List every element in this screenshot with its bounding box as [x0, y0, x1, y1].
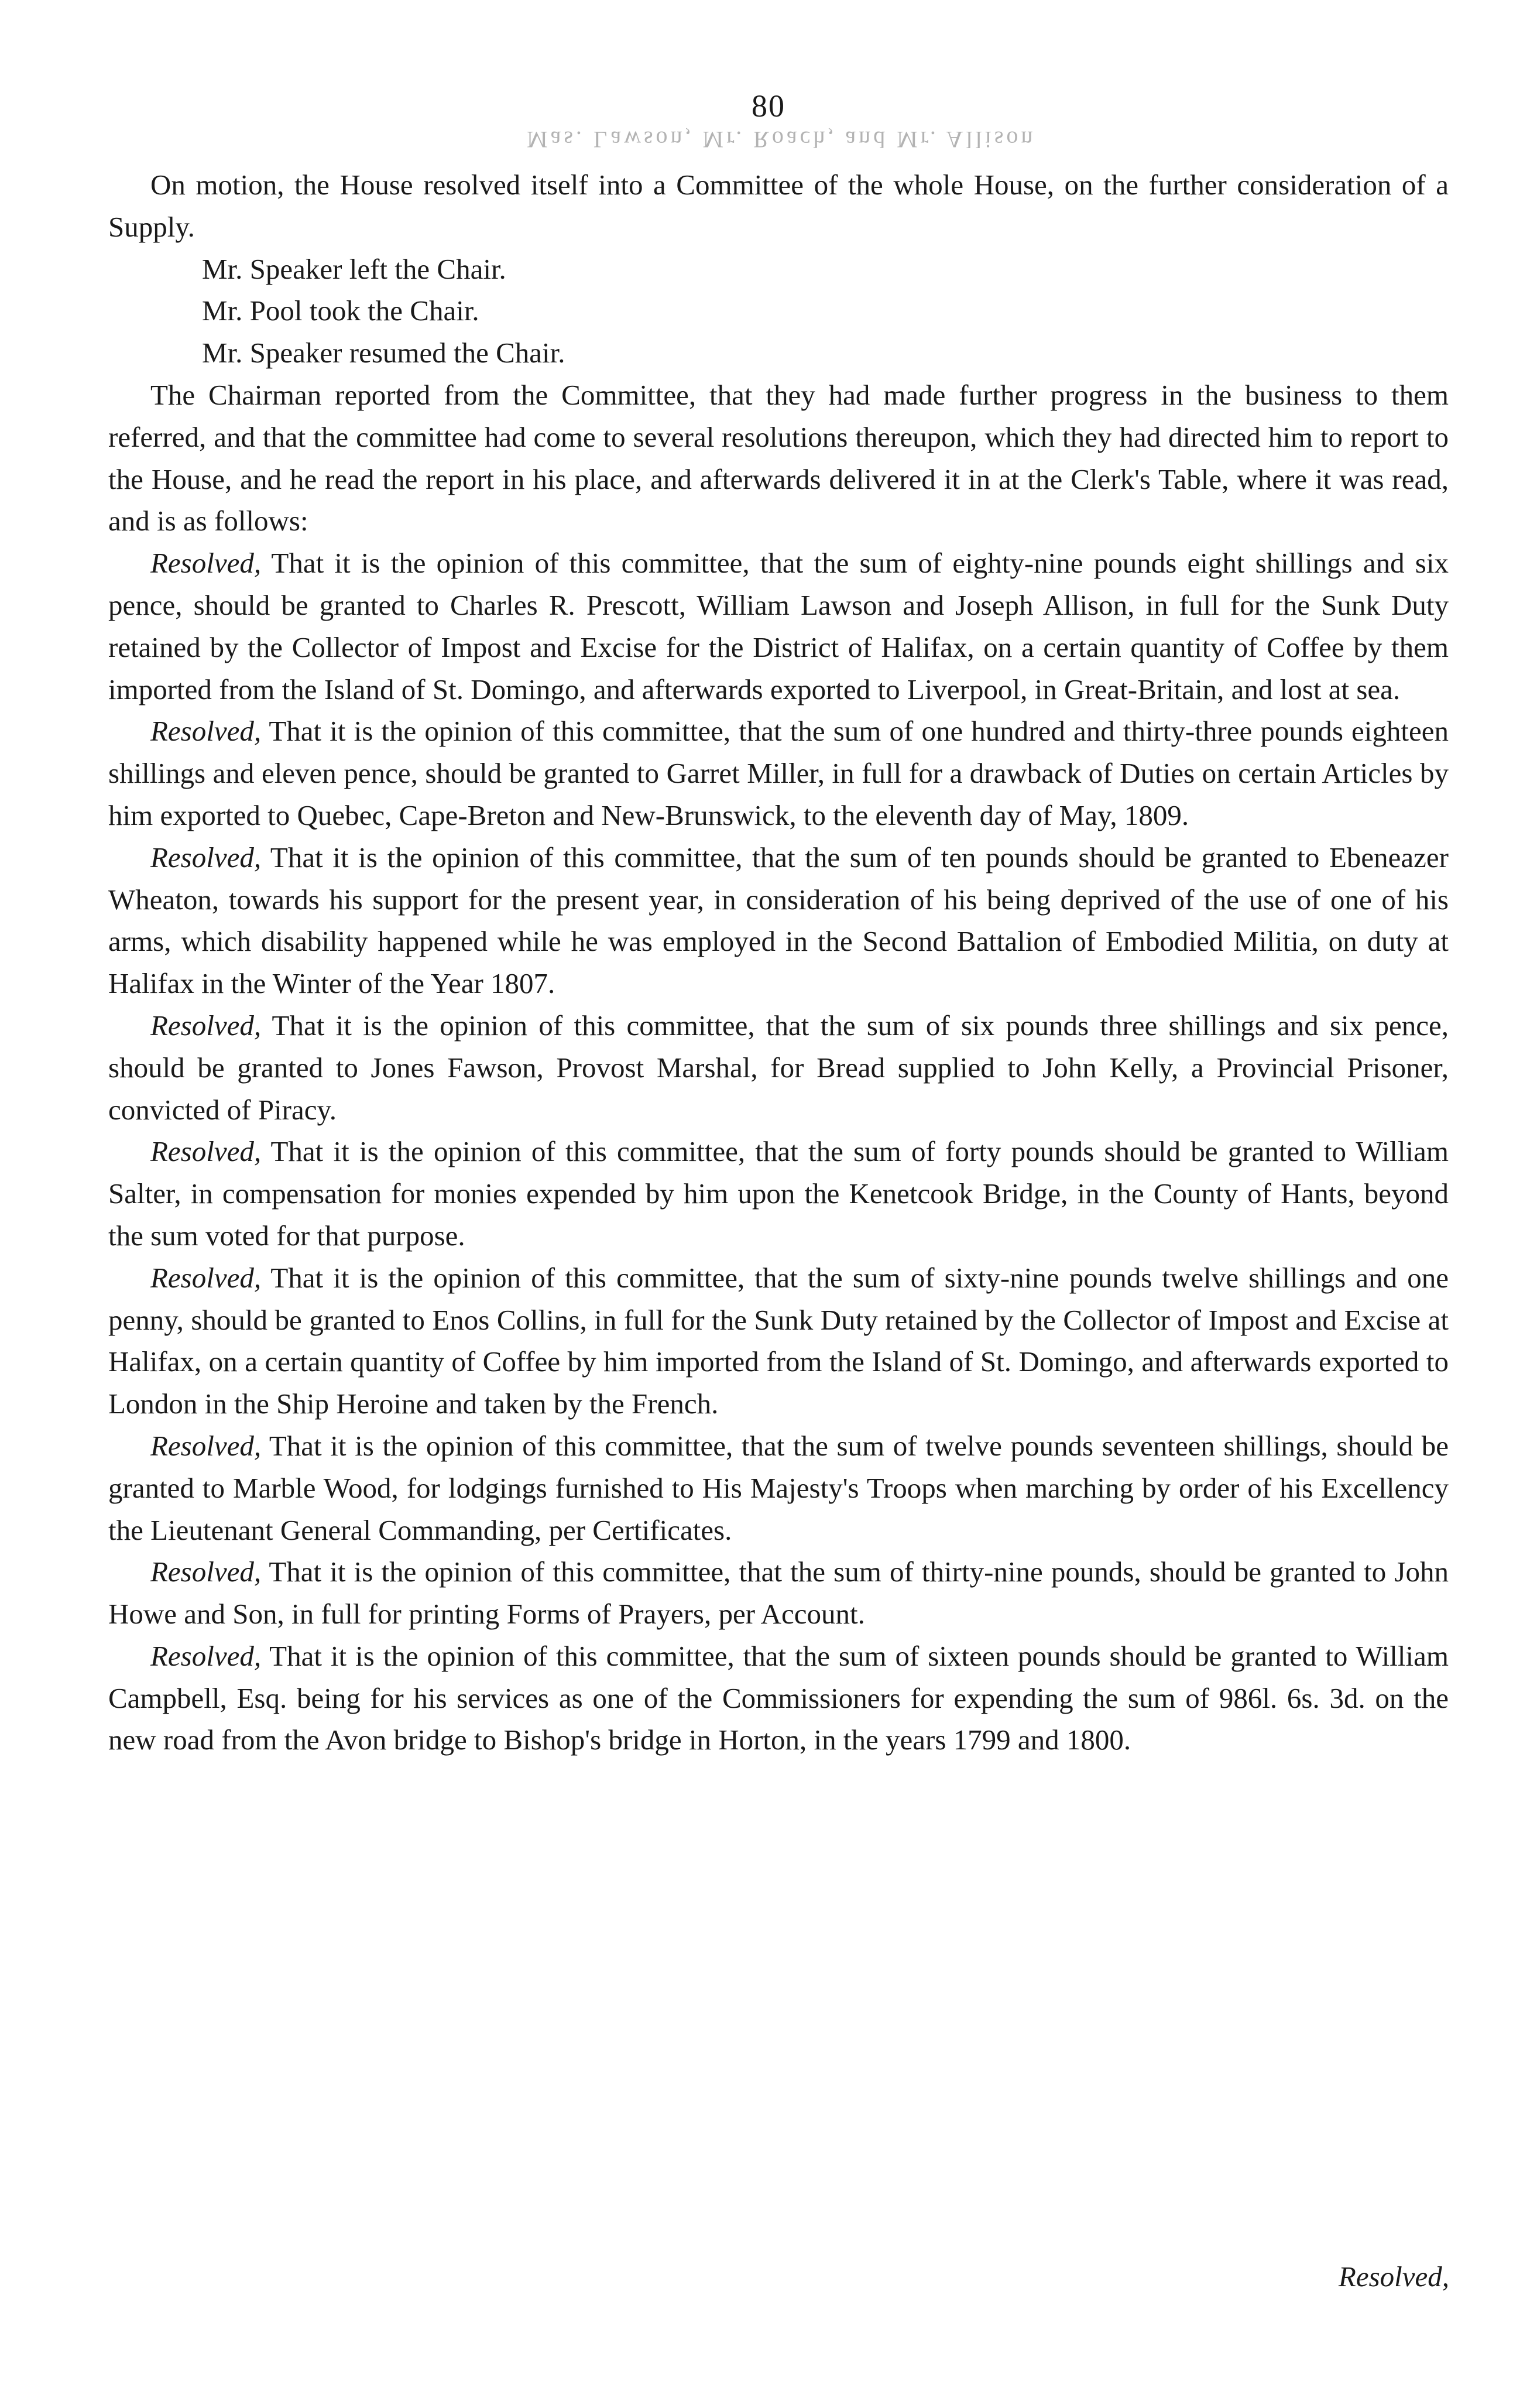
stage-direction-speaker-resumed: Mr. Speaker resumed the Chair. — [202, 337, 565, 369]
resolution-text: That it is the opinion of this committee, that the sum of sixty-nine pounds twelve shillings and one penny, should be granted to Enos Collins, in full for the Sunk Duty retained by the Collector of Impost and Excise at Halifax, on a certain quantity of Coffee by him imported from the Island of St. Domingo, and afterwards exported to London in the Ship Heroine and taken by the French. — [108, 1261, 1449, 1420]
catchword: Resolved, — [1338, 2260, 1449, 2293]
resolution-text: That it is the opinion of this committee, that the sum of eighty-nine pounds eight shillings and six pence, should be granted to Charles R. Prescott, William Lawson and Joseph Allison, in full for the Sunk Duty retained by the Collector of Impost and Excise for the District of Halifax, on a certain quantity of Coffee by them imported from the Island of St. Domingo, and afterwards exported to Liverpool, in Great-Britain, and lost at sea. — [108, 547, 1449, 705]
journal-body — [108, 164, 1449, 1761]
resolution-9 — [108, 1635, 1449, 1761]
resolution-4 — [108, 1005, 1449, 1131]
stage-direction-pool-took: Mr. Pool took the Chair. — [202, 294, 479, 327]
resolution-text: That it is the opinion of this committee, that the sum of ten pounds should be granted to Ebeneazer Wheaton, towards his support for the present year, in consideration of his being deprived of the use of one of his arms, which disability happened while he was employed in the Second Battalion of Embodied Militia, on duty at Halifax in the Winter of the Year 1807. — [108, 841, 1449, 1000]
chairman-report-paragraph: The Chairman reported from the Committee, that they had made further progress in the business to them referred, and that the committee had come to several resolutions thereupon, which they had directed him to report to the House, and he read the report in his place, and afterwards delivered it in at the Clerk's Table, where it was read, and is as follows: — [108, 378, 1449, 537]
resolution-6 — [108, 1257, 1449, 1425]
stage-direction-speaker-left: Mr. Speaker left the Chair. — [202, 252, 506, 285]
resolution-text: That it is the opinion of this committee, that the sum of six pounds three shillings and six pence, should be granted to Jones Fawson, Provost Marshal, for Bread supplied to John Kelly, a Provincial Prisoner, convicted of Piracy. — [108, 1009, 1449, 1126]
resolution-label: Resolved, — [150, 1639, 262, 1672]
resolution-text: That it is the opinion of this committee, that the sum of twelve pounds seventeen shillings, should be granted to Marble Wood, for lodgings furnished to His Majesty's Troops when marching by order of his Excellency the Lieutenant General Commanding, per Certificates. — [108, 1429, 1449, 1546]
resolution-3 — [108, 837, 1449, 1005]
resolution-label: Resolved, — [150, 1429, 262, 1462]
resolution-text: That it is the opinion of this committee, that the sum of forty pounds should be granted to William Salter, in compensation for monies expended by him upon the Kenetcook Bridge, in the County of Hants, beyond the sum voted for that purpose. — [108, 1135, 1449, 1252]
resolution-label: Resolved, — [150, 1556, 262, 1588]
resolution-text: That it is the opinion of this committee, that the sum of one hundred and thirty-three pounds eighteen shillings and eleven pence, should be granted to Garret Miller, in full for a drawback of Duties on certain Articles by him exported to Quebec, Cape-Breton and New-Brunswick, to the eleventh day of May, 1809. — [108, 715, 1449, 831]
resolution-1 — [108, 542, 1449, 710]
page-number: 80 — [752, 88, 785, 124]
resolution-7 — [108, 1425, 1449, 1551]
resolution-label: Resolved, — [150, 1009, 262, 1042]
resolution-5 — [108, 1131, 1449, 1256]
opening-paragraph: On motion, the House resolved itself into a Committee of the whole House, on the further consideration of a Supply. — [108, 169, 1449, 243]
resolution-label: Resolved, — [150, 715, 262, 748]
resolution-text: That it is the opinion of this committee, that the sum of thirty-nine pounds, should be granted to John Howe and Son, in full for printing Forms of Prayers, per Account. — [108, 1556, 1449, 1631]
resolution-label: Resolved, — [150, 841, 262, 874]
resolution-label: Resolved, — [150, 547, 262, 580]
resolution-8 — [108, 1551, 1449, 1635]
bleed-through-text: Mas. Lawson, Mr. Roach, and Mr. Allison — [527, 126, 1036, 153]
resolution-text: That it is the opinion of this committee, that the sum of sixteen pounds should be granted to William Campbell, Esq. being for his services as one of the Commissioners for expending the sum of 986l. 6s. 3d. on the new road from the Avon bridge to Bishop's bridge in Horton, in the years 1799 and 1800. — [108, 1639, 1449, 1756]
resolution-2 — [108, 710, 1449, 836]
resolution-label: Resolved, — [150, 1135, 262, 1168]
resolution-label: Resolved, — [150, 1261, 262, 1294]
